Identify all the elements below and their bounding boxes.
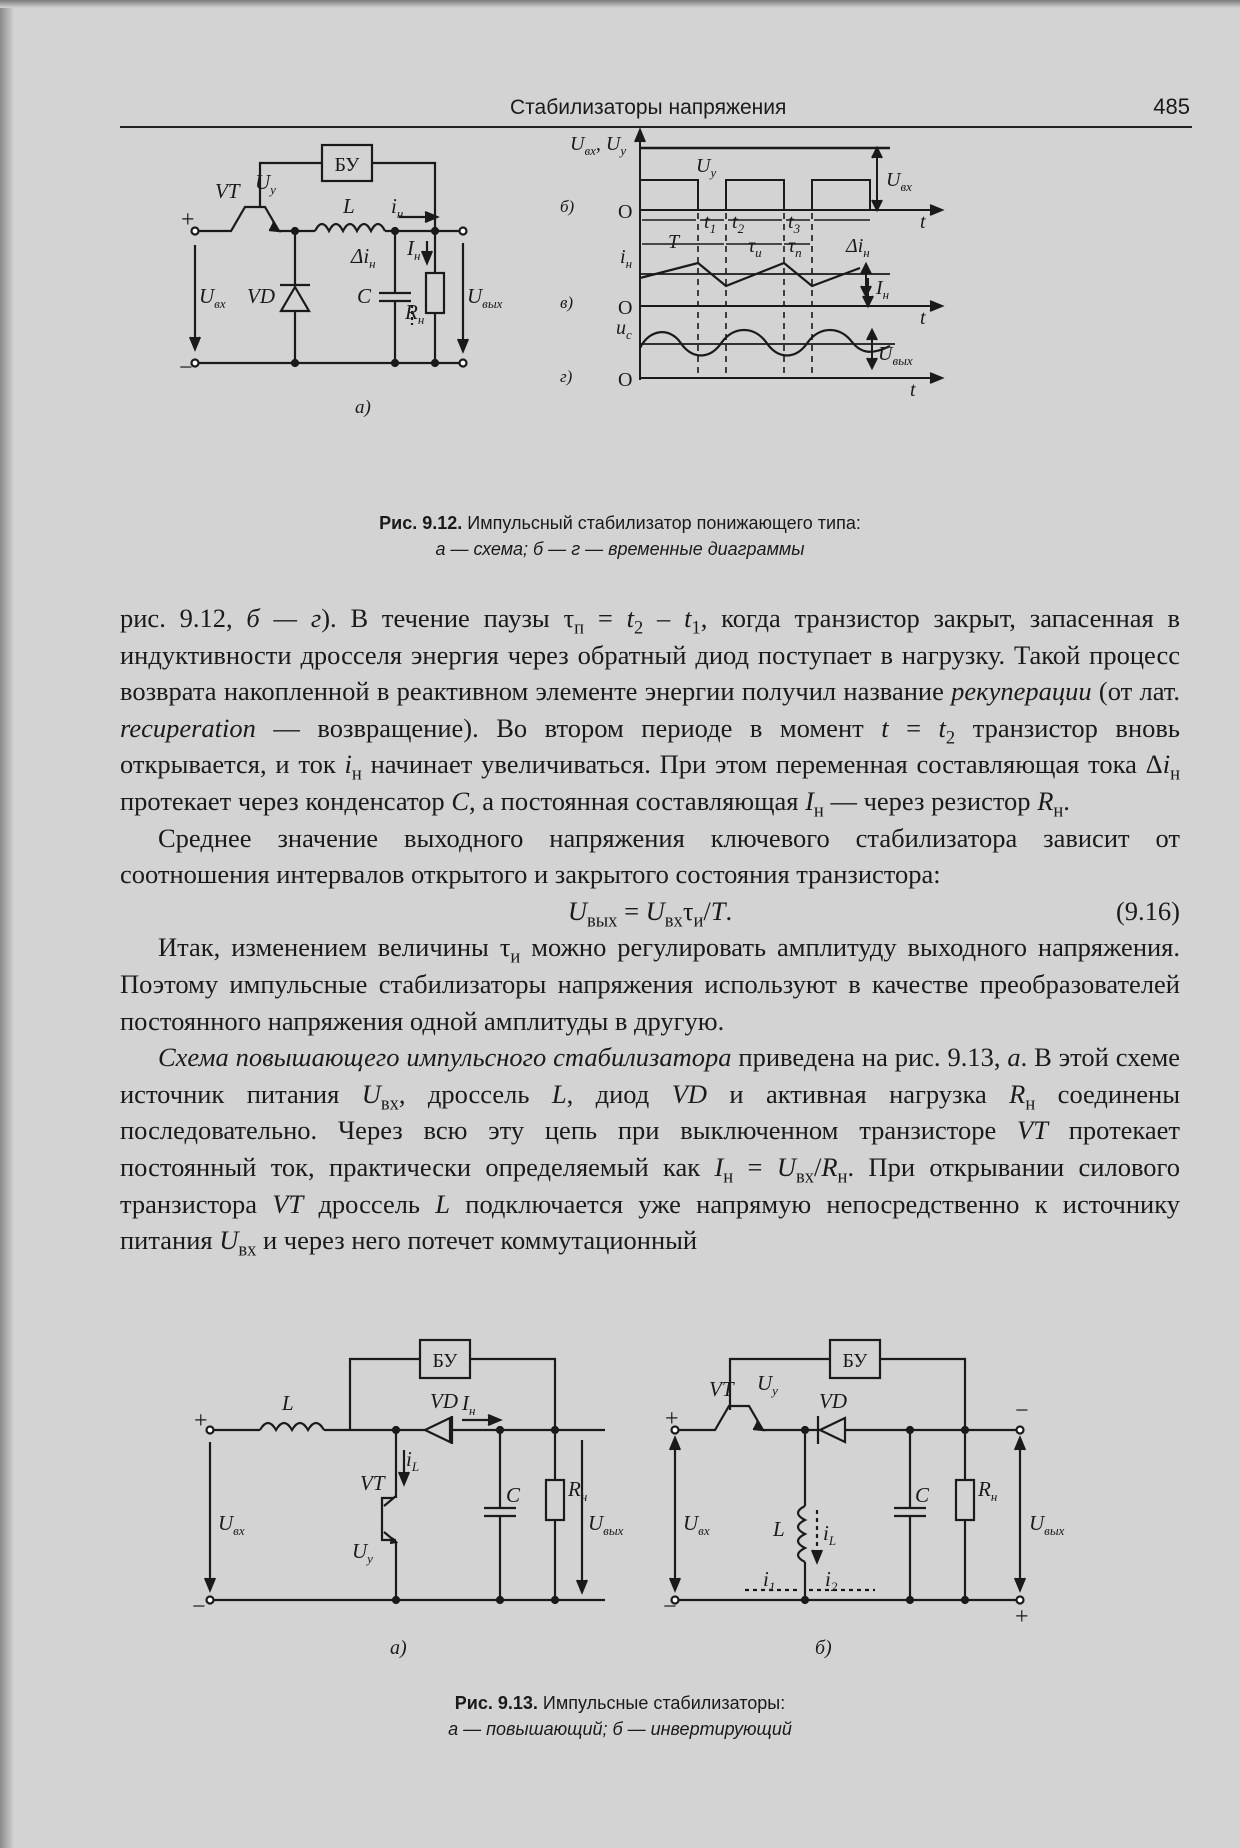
- text-run: 2: [634, 617, 644, 639]
- svg-text:τп: $\tau_п$: [788, 235, 802, 260]
- text-run: протекает через конденсатор: [120, 785, 452, 816]
- text-run: L: [435, 1188, 451, 1219]
- svg-text:Uвых: $U_{вых}$: [878, 343, 913, 368]
- circuit-label-a: а): [355, 397, 371, 418]
- figure-9-13-caption: Рис. 9.13. Импульсные стабилизаторы: а — повышающий; б — инвертирующий: [448, 1693, 792, 1739]
- text-run: вх: [380, 1093, 399, 1115]
- svg-text:C: C: [915, 1483, 930, 1507]
- svg-text:Rн: $R_н$: [405, 300, 425, 327]
- text-run: н: [1170, 763, 1180, 785]
- text-run: можно регулировать амплитуду выходного напряжения. Поэтому импульсные стабилизаторы напряжения используют в качестве преобразователей постоянного напряжения одной амплитуды в другую.: [120, 932, 1180, 1036]
- svg-text:O: O: [618, 369, 633, 391]
- svg-text:C: C: [357, 284, 372, 308]
- text-run: R: [821, 1151, 838, 1182]
- text-run: –: [643, 603, 685, 633]
- text-run: τ: [682, 895, 694, 926]
- text-run: и: [693, 910, 704, 932]
- text-run: U: [219, 1225, 239, 1256]
- svg-text:VD: VD: [247, 284, 275, 308]
- text-run: VD: [671, 1078, 708, 1109]
- text-run: транзистор вновь открывается, и ток: [120, 712, 1180, 780]
- svg-text:L: L: [343, 194, 355, 218]
- diagram-label-g: г): [560, 367, 573, 386]
- svg-text:−: −: [663, 1594, 677, 1620]
- svg-text:Δiн: $\Delta i_н$: [846, 235, 870, 260]
- text-run: /: [813, 1151, 822, 1182]
- svg-text:Uвых: $U_{вых}$: [588, 1511, 624, 1538]
- svg-text:Uвх: $U_{вх}$: [218, 1511, 245, 1538]
- figure-9-12-circuit: [179, 135, 585, 480]
- svg-text:i2: $i_2$: [825, 1567, 838, 1594]
- svg-text:Uу: $U_у$: [255, 170, 276, 197]
- text-run: — возвращение). Во втором периоде в момент: [255, 712, 882, 743]
- text-run: VT: [272, 1188, 304, 1219]
- text-run: дроссель: [303, 1188, 436, 1219]
- text-run: вх: [238, 1239, 257, 1261]
- text-run: рекуперации: [951, 676, 1092, 707]
- page-top-shadow: [0, 0, 1240, 8]
- text-run: , когда транзистор закрыт, запасенная в индуктивности дросселя энергия через обратный диод поступает в нагрузку. Такой процесс возврата накопленной в реактивном элементе энергии получил название: [120, 603, 1181, 707]
- paragraph-4: [120, 1039, 1180, 1259]
- text-run: Схема повышающего импульсного стабилизатора: [158, 1042, 732, 1073]
- text-run: .: [725, 895, 733, 926]
- svg-text:−: −: [192, 1594, 206, 1620]
- paragraph-2: Среднее значение выходного напряжения ключевого стабилизатора зависит от соотношения интервалов открытого и закрытого состояния транзистора:: [120, 822, 1180, 890]
- text-run: VT: [1017, 1115, 1048, 1146]
- text-run: .: [1063, 785, 1070, 816]
- text-run: I: [805, 785, 814, 816]
- svg-text:Uвх: $U_{вх}$: [886, 169, 912, 194]
- svg-text:Rн: $R_н$: [978, 1477, 998, 1504]
- formula-number: (9.16): [1115, 895, 1180, 926]
- plus-sign: +: [181, 207, 195, 233]
- svg-text:Uвх: $U_{вх}$: [683, 1511, 710, 1538]
- text-run: =: [733, 1151, 777, 1182]
- text-run: б — г: [246, 603, 322, 633]
- text-run: t: [684, 603, 692, 633]
- text-run: н: [1025, 1093, 1036, 1115]
- svg-text:Iн: $I_н$: [876, 277, 890, 302]
- text-run: п: [574, 617, 585, 639]
- svg-text:iL: $i_L$: [406, 1447, 420, 1474]
- text-run: — через резистор: [823, 785, 1038, 816]
- text-run: рис. 9.12,: [120, 603, 247, 633]
- text-run: C: [451, 785, 469, 816]
- svg-text:τи: $\tau_и$: [748, 235, 762, 260]
- text-run: R: [1037, 785, 1054, 816]
- text-run: , диод: [566, 1078, 672, 1109]
- diagram-label-b: б): [560, 197, 575, 216]
- text-run: соединены последовательно. Через всю эту цепь при выключенном транзисторе: [120, 1078, 1181, 1146]
- text-run: . При открывании силового транзистора: [120, 1151, 1181, 1219]
- text-run: . В этой схеме источник питания: [120, 1042, 1181, 1109]
- running-header: [120, 92, 1192, 128]
- svg-text:−: −: [1015, 1398, 1029, 1424]
- svg-text:t3: $t_3$: [788, 211, 801, 236]
- text-run: н: [837, 1166, 848, 1188]
- text-run: начинает увеличиваться. При этом переменная составляющая тока Δ: [361, 749, 1163, 780]
- svg-text:Iн: $I_н$: [407, 236, 421, 263]
- text-run: t: [626, 603, 634, 633]
- diagram-label-v: в): [560, 293, 574, 312]
- text-run: протекает постоянный ток, практически определяемый как: [120, 1115, 1180, 1182]
- svg-text:а): а): [390, 1637, 407, 1659]
- text-run: =: [617, 895, 646, 926]
- svg-text:Uу: $U_у$: [696, 155, 717, 180]
- svg-text:t: t: [920, 307, 926, 329]
- text-run: recuperation: [120, 712, 256, 743]
- text-run: t: [938, 712, 946, 743]
- formula-9-16: [120, 893, 1180, 930]
- formula-expression: [567, 895, 733, 932]
- svg-text:VT: VT: [709, 1377, 734, 1401]
- text-run: н: [813, 800, 824, 822]
- svg-text:O: O: [618, 201, 633, 223]
- text-run: 1: [691, 617, 701, 639]
- svg-text:O: O: [618, 297, 633, 319]
- text-run: i: [1162, 749, 1171, 780]
- svg-text:VD: VD: [430, 1389, 458, 1413]
- body-text: [120, 600, 1180, 1259]
- page-edge-shadow: [0, 0, 14, 1848]
- text-run: и: [510, 946, 521, 968]
- svg-text:БУ: БУ: [432, 1350, 458, 1372]
- text-run: U: [645, 895, 665, 926]
- text-run: L: [551, 1078, 567, 1109]
- svg-text:б): б): [815, 1637, 832, 1659]
- text-run: U: [361, 1078, 381, 1109]
- svg-text:Rн: $R_н$: [568, 1477, 588, 1504]
- svg-text:VD: VD: [819, 1389, 847, 1413]
- svg-text:Uвх: $U_{вх}$: [199, 284, 226, 311]
- text-run: =: [888, 712, 939, 743]
- text-run: I: [714, 1151, 724, 1182]
- svg-text:i1: $i_1$: [763, 1567, 776, 1594]
- figure-9-13a-boost-circuit: [192, 1330, 650, 1660]
- text-run: Итак, изменением величины τ: [158, 932, 511, 963]
- text-run: и через него потечет коммутационный: [256, 1225, 698, 1256]
- figure-9-12-caption: Рис. 9.12. Импульсный стабилизатор понижающего типа: а — схема; б — г — временные диаграммы: [379, 513, 861, 559]
- text-run: ). В течение паузы τ: [321, 603, 575, 633]
- text-run: , дроссель: [398, 1078, 552, 1109]
- text-run: вх: [795, 1166, 814, 1188]
- svg-text:Δiн: $\Delta i_н$: [351, 244, 376, 271]
- text-run: t: [881, 712, 889, 743]
- text-run: приведена на рис. 9.13,: [731, 1042, 1008, 1073]
- text-run: =: [584, 603, 627, 633]
- svg-text:Uу: $U_у$: [757, 1371, 778, 1398]
- svg-text:C: C: [506, 1483, 521, 1507]
- text-run: вых: [586, 910, 618, 932]
- svg-text:L: L: [282, 1391, 294, 1415]
- bu-label: БУ: [334, 154, 360, 176]
- svg-text:t: t: [910, 379, 916, 401]
- text-run: вх: [664, 910, 683, 932]
- text-run: н: [1053, 800, 1064, 822]
- svg-text:Iн: $I_н$: [462, 1391, 476, 1418]
- text-run: и активная нагрузка: [707, 1078, 1010, 1109]
- text-run: R: [1009, 1078, 1026, 1109]
- svg-text:uc: $u_c$: [616, 317, 632, 342]
- svg-text:Uвх, Uу: $U_{вх}$, $U_у$: [570, 133, 627, 158]
- text-run: U: [776, 1151, 796, 1182]
- text-run: , а постоянная составляющая: [469, 785, 806, 816]
- svg-text:VT: VT: [360, 1471, 385, 1495]
- svg-text:+: +: [1015, 1604, 1029, 1630]
- svg-text:t: t: [920, 211, 926, 233]
- text-run: 2: [945, 727, 956, 749]
- svg-text:t1: $t_1$: [704, 211, 717, 236]
- text-run: подключается уже напрямую непосредственно к источнику питания: [120, 1188, 1180, 1256]
- figure-9-12-timing-diagrams: [560, 128, 1170, 473]
- svg-text:L: L: [773, 1517, 785, 1541]
- vt-label: VT: [215, 179, 240, 203]
- text-run: T: [710, 895, 726, 926]
- paragraph-1: [120, 600, 1180, 820]
- svg-text:Uвых: $U_{вых}$: [467, 284, 503, 311]
- text-run: (от лат.: [1091, 676, 1180, 707]
- text-run: н: [351, 763, 362, 785]
- svg-text:t2: $t_2$: [732, 211, 745, 236]
- svg-text:+: +: [665, 1406, 679, 1432]
- text-run: i: [344, 749, 352, 780]
- svg-text:iн: $i_н$: [620, 246, 633, 271]
- text-run: н: [723, 1166, 734, 1188]
- svg-text:T: T: [668, 231, 680, 253]
- svg-text:iL: $i_L$: [823, 1521, 837, 1548]
- text-run: U: [567, 895, 587, 926]
- page-number: 485: [1153, 94, 1190, 119]
- minus-sign: −: [179, 355, 193, 381]
- svg-text:Uвых: $U_{вых}$: [1029, 1511, 1065, 1538]
- svg-text:Uу: $U_у$: [352, 1539, 373, 1566]
- figure-9-13b-inverting-circuit: [663, 1330, 1095, 1660]
- svg-text:БУ: БУ: [842, 1350, 868, 1372]
- paragraph-3: [120, 929, 1180, 1039]
- text-run: а: [1007, 1042, 1021, 1073]
- svg-text:+: +: [194, 1408, 208, 1434]
- header-title: Стабилизаторы напряжения: [510, 96, 787, 119]
- text-run: /: [703, 895, 711, 926]
- svg-text:iн: $i_н$: [391, 194, 404, 221]
